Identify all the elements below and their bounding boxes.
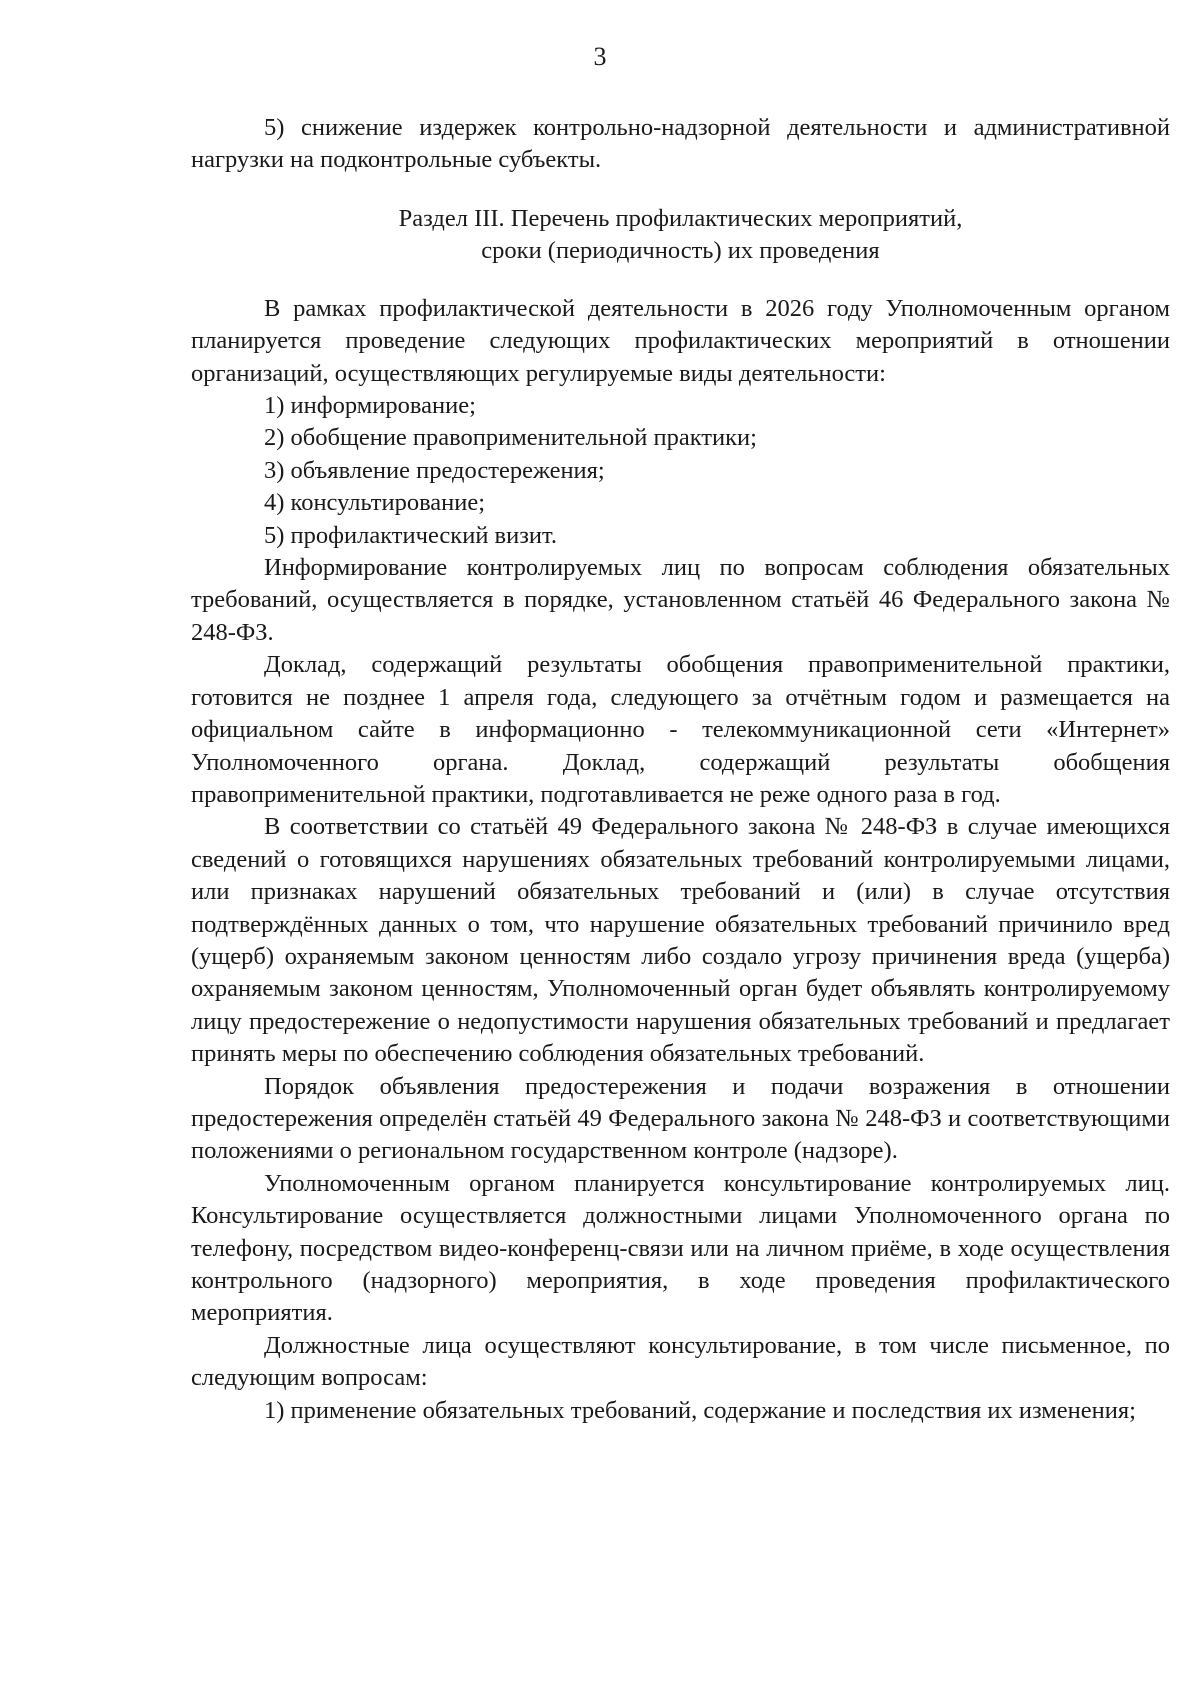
paragraph-measures-intro: В рамках профилактической деятельности в 2026 году Уполномоченным органом планируется проведение следующих профилактических мероприятий в отношении организаций, осуществляющих регулируемые виды деятельности:: [191, 294, 1170, 387]
list-item: 2) обобщение правоприменительной практики;: [264, 424, 757, 452]
list-item: 5) профилактический визит.: [264, 521, 558, 549]
page-number: 3: [593, 42, 607, 71]
section-title-line-1: Раздел III. Перечень профилактических мероприятий,: [398, 204, 963, 232]
paragraph-warning: В соответствии со статьёй 49 Федерального закона № 248-ФЗ в случае имеющихся сведений о готовящихся нарушениях обязательных требований контролируемыми лицами, или признаках нарушений обязательных требований и (или) в случае отсутствия подтверждённых данных о том, что нарушение обязательных требований причинило вред (ущерб) охраняемым законом ценностям либо создало угрозу причинения вреда (ущерба) охраняемым законом ценностям, Уполномоченный орган будет объявлять контролируемому лицу предостережение о недопустимости нарушения обязательных требований и предлагает принять меры по обеспечению соблюдения обязательных требований.: [191, 813, 1170, 1068]
paragraph-consulting: Уполномоченным органом планируется консультирование контролируемых лиц. Консультирование осуществляется должностными лицами Уполномоченного органа по телефону, посредством видео-конференц-связи или на личном приёме, в ходе осуществления контрольного (надзорного) мероприятия, в ходе проведения профилактического мероприятия.: [191, 1169, 1170, 1327]
paragraph-topic-1: 1) применение обязательных требований, содержание и последствия их изменения;: [264, 1396, 1136, 1424]
list-item: 1) информирование;: [264, 392, 476, 420]
paragraph-consulting-topics: Должностные лица осуществляют консультирование, в том числе письменное, по следующим вопросам:: [191, 1331, 1170, 1392]
intro-item-5: 5) снижение издержек контрольно-надзорной деятельности и административной нагрузки на подконтрольные субъекты.: [191, 114, 1170, 174]
list-item: 3) объявление предостережения;: [264, 456, 605, 484]
paragraph-warning-procedure: Порядок объявления предостережения и подачи возражения в отношении предостережения определён статьёй 49 Федерального закона № 248-ФЗ и соответствующими положениями о региональном государственном контроле (надзоре).: [191, 1072, 1170, 1165]
section-title-line-2: сроки (периодичность) их проведения: [481, 236, 880, 264]
section-heading: [191, 203, 1170, 267]
paragraph-informing: Информирование контролируемых лиц по вопросам соблюдения обязательных требований, осуществляется в порядке, установленном статьёй 46 Федерального закона № 248-ФЗ.: [191, 554, 1170, 646]
document-body: [191, 112, 1170, 1427]
list-item: 4) консультирование;: [264, 489, 486, 517]
paragraph-report: Доклад, содержащий результаты обобщения правоприменительной практики, готовится не позднее 1 апреля года, следующего за отчётным годом и размещается на официальном сайте в информационно - телекоммуникационной сети «Интернет» Уполномоченного органа. Доклад, содержащий результаты обобщения правоприменительной практики, подготавливается не реже одного раза в год.: [191, 651, 1170, 808]
measures-list: [191, 390, 1170, 552]
